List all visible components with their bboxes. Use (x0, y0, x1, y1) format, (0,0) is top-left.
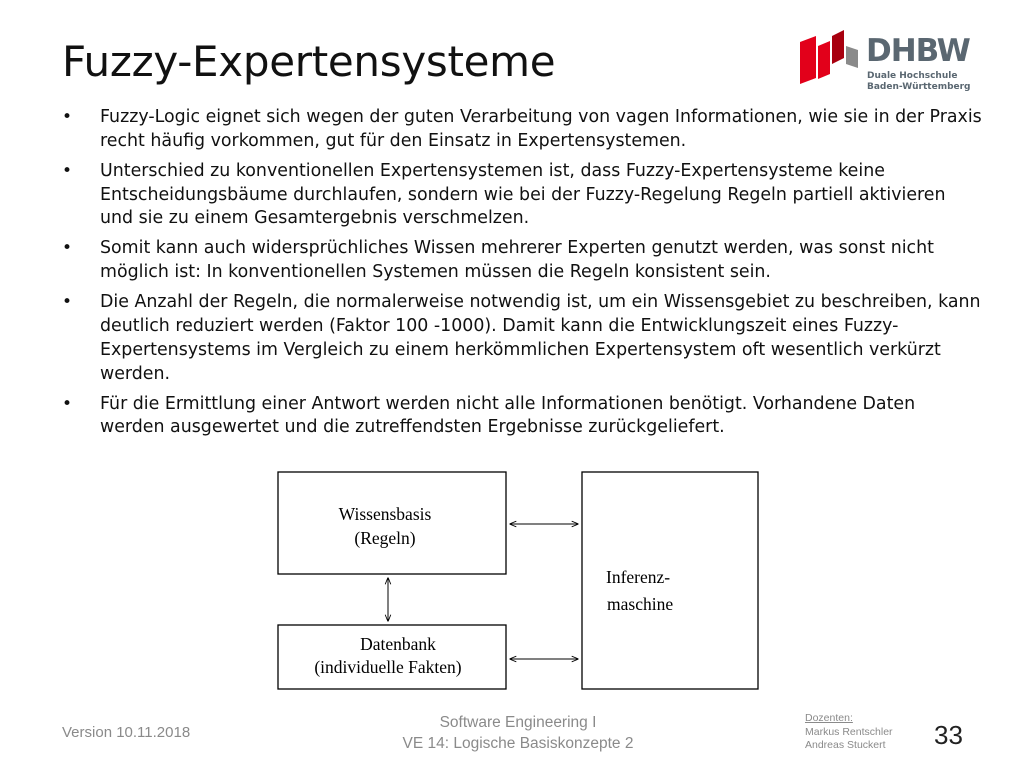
bullet-list (62, 106, 982, 446)
page-number: 33 (934, 720, 963, 750)
logo-subtitle (867, 71, 971, 93)
diagram-svg (270, 466, 770, 702)
bullet-item (62, 237, 982, 285)
logo-subtitle-line2: Baden-Württemberg (867, 82, 971, 92)
bullet-item (62, 291, 982, 386)
expert-system-diagram (270, 466, 770, 702)
footer-lecturers (805, 712, 893, 753)
logo-subtitle-line1: Duale Hochschule (867, 71, 958, 81)
inference-engine-label: Inferenz- (606, 567, 671, 587)
footer-course-unit: VE 14: Logische Basiskonzepte 2 (402, 735, 634, 752)
database-sublabel: (individuelle Fakten) (314, 657, 462, 677)
footer-course (340, 712, 696, 754)
dhbw-logo (800, 28, 970, 96)
bullet-dot-icon: • (62, 393, 73, 414)
inference-engine-sublabel: maschine (607, 594, 674, 614)
bullet-dot-icon: • (62, 160, 73, 181)
dhbw-logo-mark-icon (800, 28, 862, 90)
bullet-item (62, 160, 982, 231)
knowledge-base-sublabel: (Regeln) (354, 528, 416, 548)
bullet-text: Fuzzy-Logic eignet sich wegen der guten Verarbeitung von vagen Informationen, wie sie in der Praxis recht häufig vorkommen, gut für den Einsatz in Expertensystemen. (100, 107, 982, 151)
lecturer-name: Andreas Stuckert (805, 739, 886, 751)
database-label: Datenbank (360, 634, 436, 654)
lecturer-name: Markus Rentschler (805, 725, 893, 738)
logo-wordmark: DHBW (866, 33, 970, 69)
bullet-text: Für die Ermittlung einer Antwort werden nicht alle Informationen benötigt. Vorhandene Daten werden ausgewertet und die zutreffendsten Ergebnisse zurückgeliefert. (100, 393, 916, 438)
lecturers-label: Dozenten: (805, 712, 853, 724)
footer-course-title: Software Engineering I (439, 714, 597, 731)
bullet-dot-icon: • (62, 238, 73, 259)
bullet-item (62, 106, 982, 154)
bullet-text: Unterschied zu konventionellen Expertensystemen ist, dass Fuzzy-Expertensysteme keine Entscheidungsbäume durchlaufen, sondern wie bei der Fuzzy-Regelung Regeln partiell aktivieren und sie zu einem Gesamtergebnis verschmelzen. (100, 160, 946, 229)
bullet-dot-icon: • (62, 107, 73, 127)
bullet-text: Die Anzahl der Regeln, die normalerweise notwendig ist, um ein Wissensgebiet zu beschreiben, kann deutlich reduziert werden (Faktor 100 -1000). Damit kann die Entwicklungszeit eines Fuzzy-Expertensystems im Vergleich zu einem herkömmlichen Expertensystem oft wesentlich verkürzt werden. (100, 292, 981, 384)
footer-version: Version 10.11.2018 (62, 724, 191, 741)
slide-title: Fuzzy-Expertensysteme (62, 37, 556, 86)
bullet-text: Somit kann auch widersprüchliches Wissen mehrerer Experten genutzt werden, was sonst nicht möglich ist: In konventionellen Systemen müssen die Regeln konsistent sein. (100, 238, 934, 283)
bullet-item (62, 393, 982, 441)
knowledge-base-label: Wissensbasis (338, 504, 432, 524)
bullet-dot-icon: • (62, 292, 73, 313)
